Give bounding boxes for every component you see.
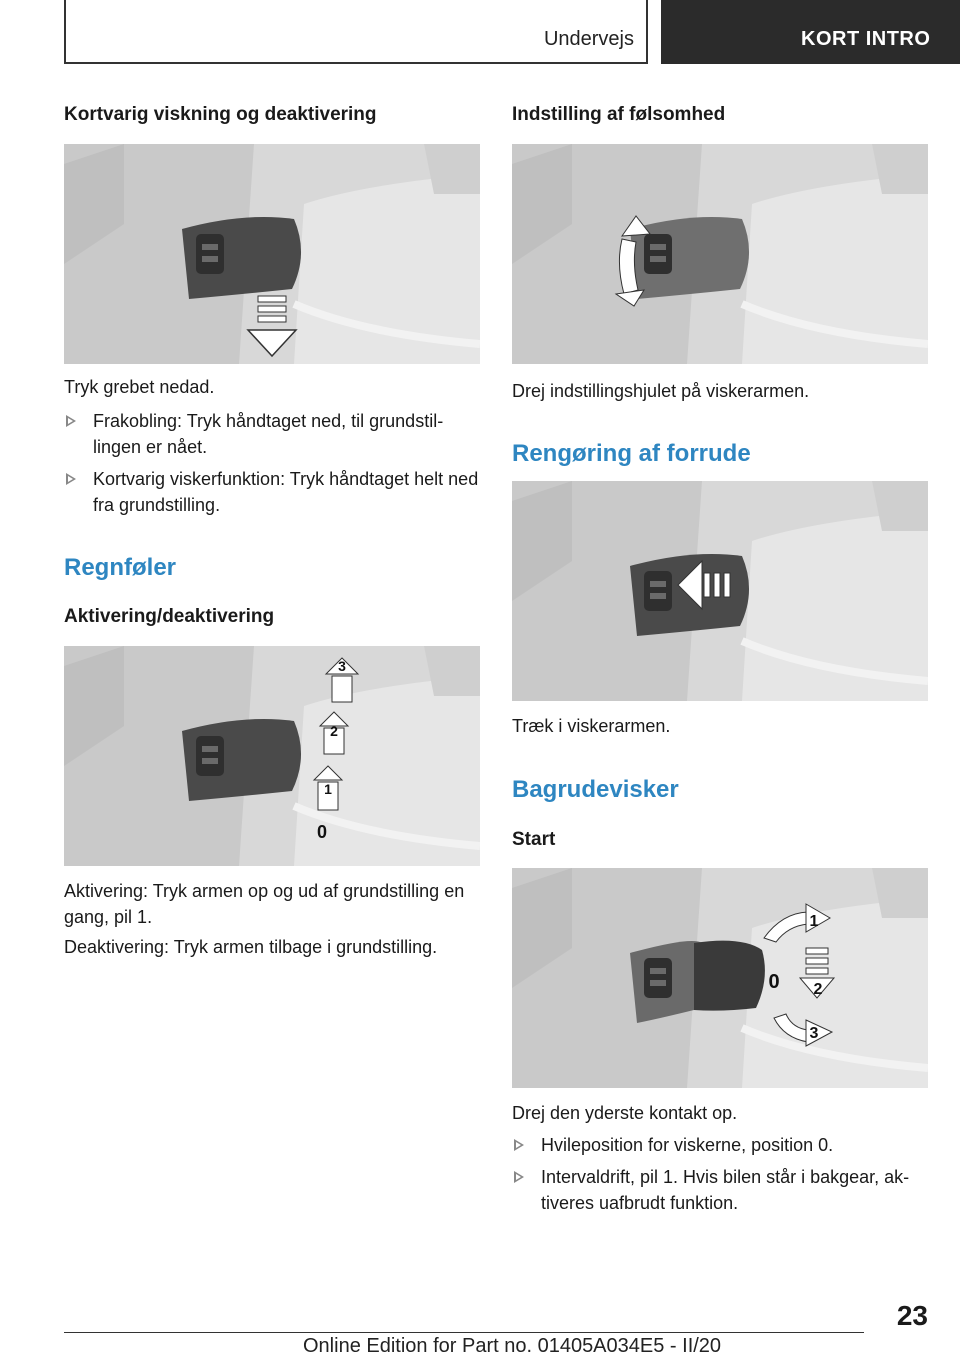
text-deactivation: Deaktivering: Tryk armen tilbage i grundstilling. — [64, 937, 438, 957]
heading-activation: Aktivering/deaktivering — [64, 606, 275, 627]
heading-sensitivity: Indstilling af følsomhed — [512, 104, 726, 125]
label-1: 1 — [324, 781, 332, 797]
text-press-down: Tryk grebet nedad. — [64, 377, 215, 397]
heading-rear-wiper: Bagrudevisker — [512, 776, 679, 803]
text-pull: Træk i viskerarmen. — [512, 716, 671, 736]
label-2: 2 — [813, 981, 823, 998]
list-item — [512, 1132, 928, 1158]
heading-start: Start — [512, 829, 556, 850]
heading-rain-sensor: Regnføler — [64, 554, 177, 581]
triangle-bullet-icon — [514, 1171, 524, 1183]
label-1: 1 — [809, 913, 819, 930]
triangle-bullet-icon — [66, 473, 76, 485]
text-turn-wheel: Drej indstillingshjulet på viskerarmen. — [512, 381, 810, 401]
header-chapter-tab — [661, 0, 960, 64]
figure-sensitivity-wheel — [512, 144, 928, 364]
figure-wiper-lever-down — [64, 144, 480, 364]
text-turn-contact: Drej den yderste kontakt op. — [512, 1103, 738, 1123]
list-item-text: Frakobling: Tryk håndtaget ned, til grundstillingen er nået. — [93, 411, 444, 457]
header-chapter-title: KORT INTRO — [801, 28, 931, 50]
figure-rain-sensor-lever — [64, 646, 480, 866]
figure-washer-pull — [512, 481, 928, 701]
heading-short-wipe: Kortvarig viskning og deaktivering — [64, 104, 377, 125]
list-item — [64, 408, 480, 460]
triangle-bullet-icon — [66, 415, 76, 427]
header-section-box — [64, 0, 648, 64]
list-item — [64, 466, 480, 518]
label-0: 0 — [316, 822, 328, 842]
list-item-text: Kortvarig viskerfunktion: Tryk håndtaget helt ned fra grundstilling. — [93, 469, 479, 515]
heading-washer: Rengøring af forrude — [512, 440, 751, 467]
label-2: 2 — [330, 723, 338, 739]
header-section-title: Undervejs — [543, 28, 634, 50]
list-item-text: Intervaldrift, pil 1. Hvis bilen står i bakgear, aktiveres uafbrudt funktion. — [541, 1167, 910, 1213]
footer-divider — [64, 1332, 864, 1333]
text-activation: Aktivering: Tryk armen op og ud af grundstilling en gang, pil 1. — [64, 881, 465, 927]
list-item — [512, 1164, 928, 1216]
label-0: 0 — [768, 971, 780, 993]
label-3: 3 — [809, 1025, 819, 1042]
figure-rear-wiper — [512, 868, 928, 1088]
page-number: 23 — [896, 1300, 928, 1331]
footer-edition: Online Edition for Part no. 01405A034E5 - II/20 — [303, 1335, 722, 1357]
triangle-bullet-icon — [514, 1139, 524, 1151]
label-3: 3 — [338, 658, 346, 674]
list-item-text: Hvileposition for viskerne, position 0. — [541, 1135, 834, 1155]
